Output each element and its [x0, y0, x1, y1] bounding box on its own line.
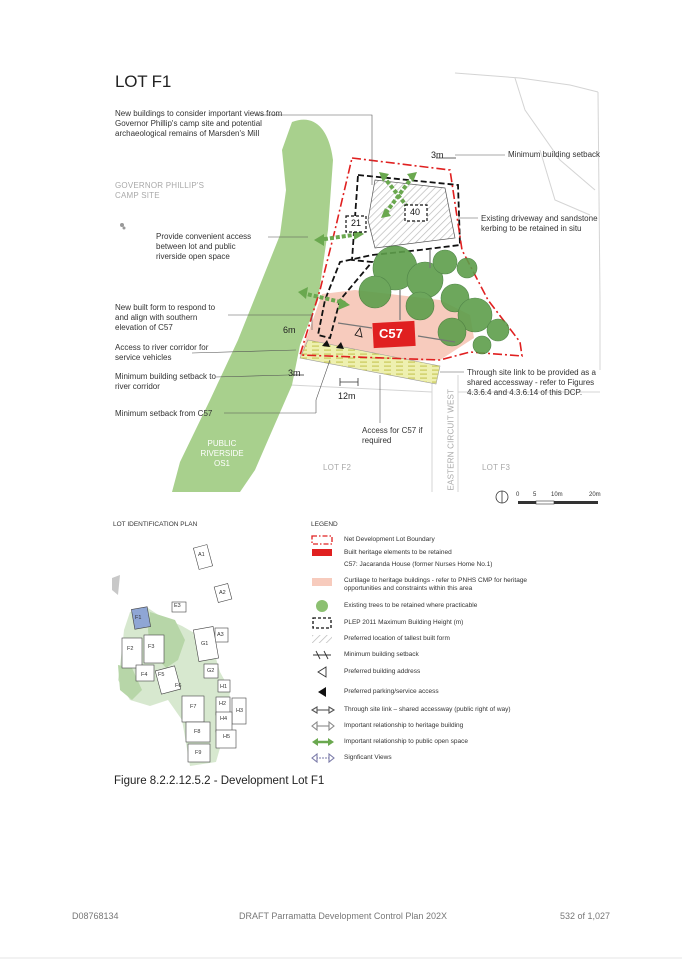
north-arrow: [496, 491, 508, 503]
label-lot-f3: LOT F3: [482, 463, 511, 472]
lot-label: H2: [219, 701, 227, 707]
footer-doc-id: D08768134: [72, 911, 119, 921]
c57-label: C57: [379, 326, 403, 341]
context-lines: [290, 73, 600, 492]
dim-6m: 6m: [283, 325, 296, 335]
annotation-driveway: Existing driveway and sandstone kerbing to be retained in situ: [481, 214, 598, 233]
legend-item: PLEP 2011 Maximum Building Height (m): [344, 619, 464, 626]
annotation-built-form: New built form to respond to and align with southern elevation of C57: [115, 303, 216, 332]
legend-item: Preferred parking/service access: [344, 688, 439, 695]
scale-bar: [518, 501, 598, 504]
lot-label: A3: [217, 632, 224, 638]
lot-label: F8: [194, 729, 201, 735]
lot-label: H5: [223, 734, 231, 740]
annotation-river-access: Access to river corridor for service vehicles: [115, 343, 209, 362]
lot-label: H3: [236, 708, 244, 714]
scale-tick-20m: 20m: [589, 492, 601, 498]
annotation-min-setback: Minimum building setback: [508, 150, 601, 159]
annotation-views: New buildings to consider important views from Governor Phillip's camp site and potential archaeological remains of Marsden's Mill: [115, 109, 283, 138]
lot-label: F6: [175, 683, 182, 689]
lot-label: G1: [201, 641, 209, 647]
page-title: LOT F1: [115, 72, 172, 91]
legend-item: Preferred building address: [344, 668, 421, 675]
legend-item: Through site link – shared accessway (public right of way): [344, 706, 511, 713]
figure-caption: Figure 8.2.2.12.5.2 - Development Lot F1: [114, 775, 325, 787]
lot-label: G2: [207, 668, 215, 674]
legend-item: Important relationship to heritage building: [344, 722, 464, 729]
lot-label: A1: [198, 552, 205, 558]
legend-title: LEGEND: [311, 521, 338, 528]
height-40-label: 40: [410, 207, 421, 217]
lot-label: F4: [141, 672, 148, 678]
lot-label: F1: [135, 615, 142, 621]
legend-item: Important relationship to public open space: [344, 738, 468, 745]
label-street: EASTERN CIRCUIT WEST: [446, 388, 456, 491]
lot-label: F5: [158, 672, 165, 678]
label-riverside: PUBLIC RIVERSIDE OS1: [200, 439, 244, 468]
lot-label: E3: [174, 603, 181, 609]
annotation-setback-river: Minimum building setback to river corridor: [115, 372, 216, 391]
lot-id-plan: [112, 545, 246, 766]
legend-item: Existing trees to be retained where practicable: [344, 602, 478, 609]
legend-item: C57: Jacaranda House (former Nurses Home No.1): [344, 561, 493, 568]
lot-plan-title: LOT IDENTIFICATION PLAN: [113, 521, 198, 528]
label-river: PARRAMATTA RIVER: [178, 270, 231, 289]
annotation-access: Provide convenient access between lot and public riverside open space: [156, 232, 252, 261]
dim-3m-top: 3m: [431, 150, 444, 160]
annotation-setback-c57: Minimum setback from C57: [115, 409, 213, 418]
legend-item: Net Development Lot Boundary: [344, 536, 435, 543]
lot-label: H1: [220, 684, 228, 690]
footer-doc-title: DRAFT Parramatta Development Control Plan 202X: [239, 911, 447, 921]
annotation-through-link: Through site link to be provided as a shared accessway - refer to Figures 4.3.6.4 and 4.3.6.14 of this DCP.: [467, 368, 596, 397]
annotation-c57-access: Access for C57 if required: [362, 426, 423, 445]
label-camp-site: GOVERNOR PHILLIP'S CAMP SITE: [115, 181, 205, 200]
scale-tick-5: 5: [533, 492, 537, 498]
footer-page-number: 532 of 1,027: [559, 911, 610, 921]
scale-tick-10m: 10m: [551, 492, 563, 498]
scale-tick-0: 0: [516, 492, 520, 498]
lot-label: F2: [127, 646, 134, 652]
legend-item: Built heritage elements to be retained: [344, 549, 452, 556]
lot-label: H4: [220, 716, 228, 722]
legend-item: Curtilage to heritage buildings - refer to PNHS CMP for heritage opportunities and constraints within this area: [344, 577, 528, 592]
lot-label: F9: [195, 750, 202, 756]
lot-label: A2: [219, 590, 226, 596]
dim-3m-left: 3m: [288, 368, 301, 378]
legend-item: Minimum building setback: [344, 651, 419, 658]
lot-label: F3: [148, 644, 155, 650]
legend-item: Signficant Views: [344, 754, 392, 761]
lot-label: F7: [190, 704, 197, 710]
height-21-label: 21: [351, 218, 362, 228]
label-lot-f2: LOT F2: [323, 463, 352, 472]
legend-item: Preferred location of tallest built form: [344, 635, 450, 642]
dim-12m: 12m: [338, 391, 356, 401]
